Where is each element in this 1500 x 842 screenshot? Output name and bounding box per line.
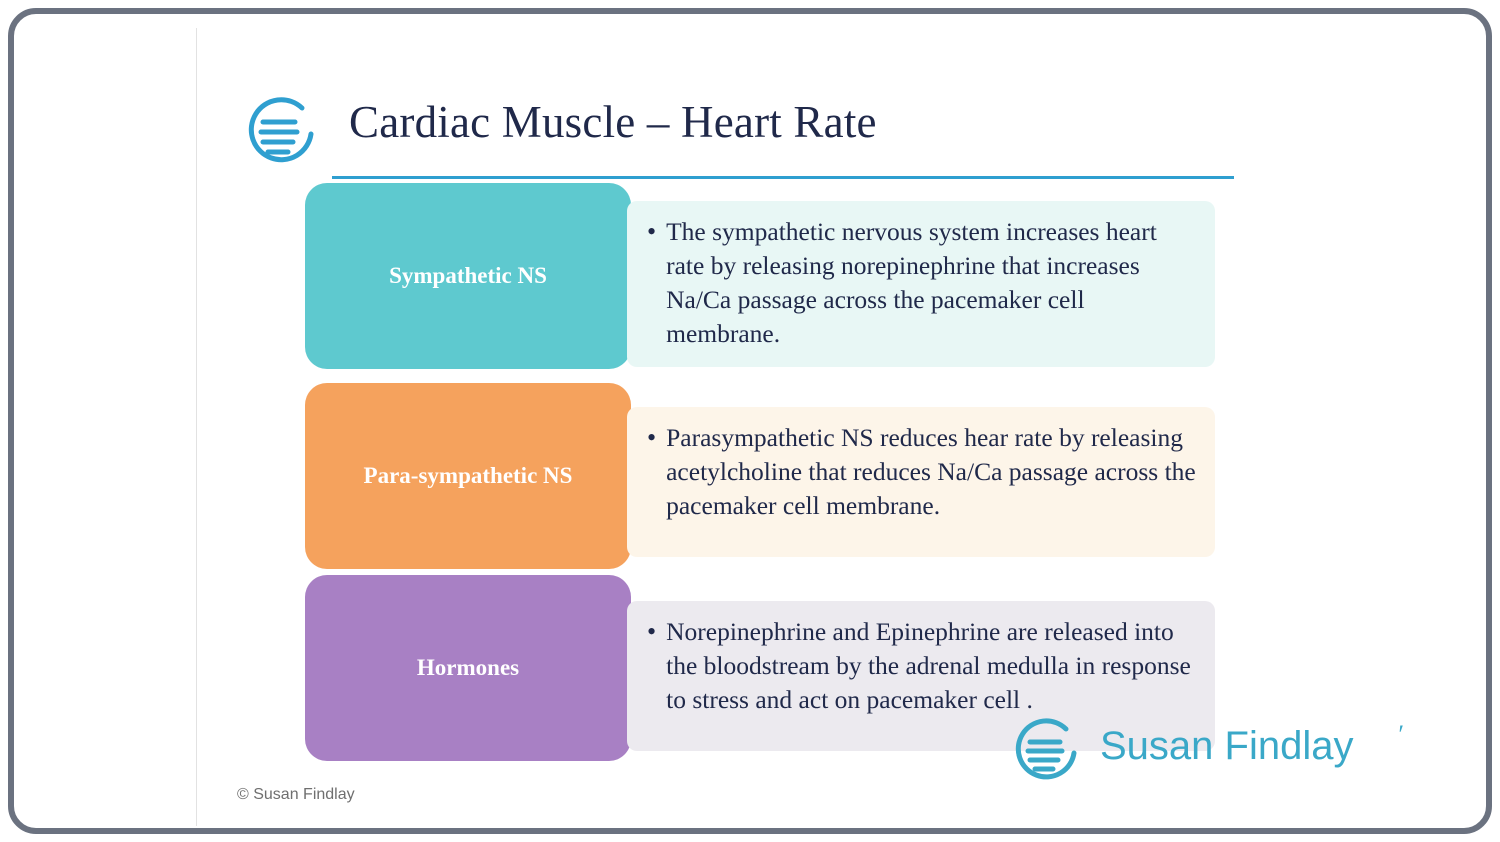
signature-name: Susan Findlay [1100, 724, 1354, 768]
row-body-para-sympathetic-ns [627, 407, 1215, 557]
row-label-hormones: Hormones [305, 575, 631, 761]
brand-logo-icon [239, 94, 323, 178]
row-bullet-text: Norepinephrine and Epinephrine are released into the bloodstream by the adrenal medulla in response to stress and act on pacemaker cell . [666, 617, 1191, 714]
slide-canvas [196, 28, 1426, 826]
content-row [305, 183, 1315, 369]
row-label-para-sympathetic-ns: Para-sympathetic NS [305, 383, 631, 569]
copyright-text: © Susan Findlay [237, 786, 355, 803]
signature-tick-mark: ′ [1398, 720, 1404, 749]
page-title: Cardiac Muscle – Heart Rate [349, 97, 877, 147]
row-bullet-text: Parasympathetic NS reduces hear rate by releasing acetylcholine that reduces Na/Ca passage across the pacemaker cell membrane. [666, 423, 1196, 520]
bullet-icon: • [647, 423, 657, 452]
signature-block [1008, 712, 1408, 798]
row-label-sympathetic-ns: Sympathetic NS [305, 183, 631, 369]
bullet-icon: • [647, 617, 657, 646]
slide-header [239, 86, 1299, 186]
bullet-icon: • [647, 217, 657, 246]
content-row [305, 383, 1315, 569]
title-divider [332, 176, 1234, 179]
row-bullet-text: The sympathetic nervous system increases heart rate by releasing norepinephrine that increases Na/Ca passage across the pacemaker cell membrane. [666, 217, 1157, 348]
row-body-sympathetic-ns [627, 201, 1215, 367]
signature-logo-icon [1008, 716, 1086, 794]
slide-window-frame [8, 8, 1492, 834]
